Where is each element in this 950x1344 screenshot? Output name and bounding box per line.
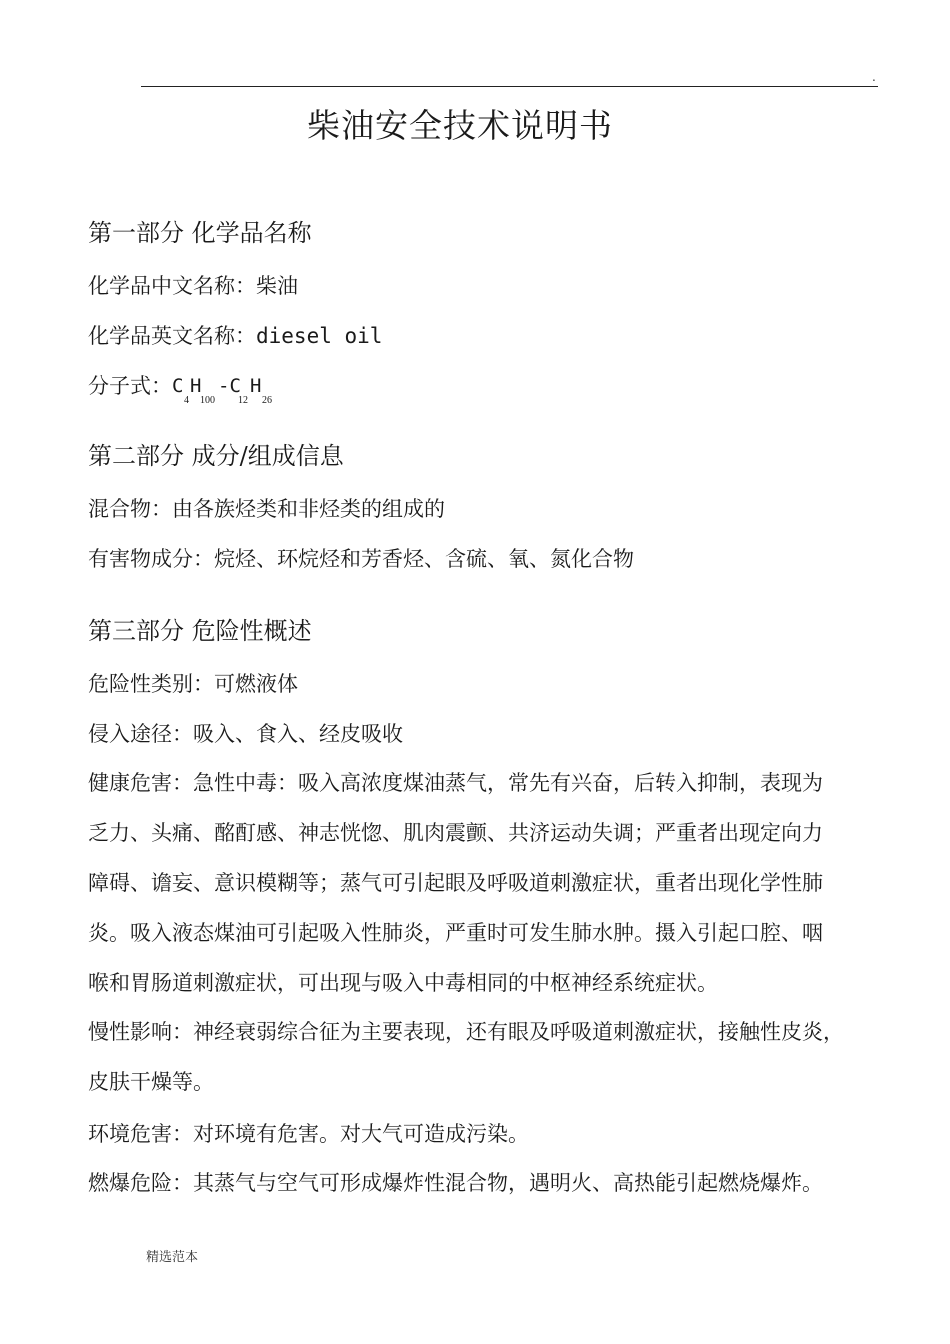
formula-subscript-2: 100 <box>200 395 215 406</box>
mixture-line: 混合物：由各族烃类和非烃类的组成的 <box>88 497 445 521</box>
health-hazard-line-2: 乏力、头痛、酩酊感、神志恍惚、肌肉震颤、共济运动失调；严重者出现定向力 <box>88 821 823 845</box>
formula-atom-c2: -C <box>218 375 241 397</box>
cn-name-value: 柴油 <box>256 274 298 298</box>
section-heading-part3: 第三部分 危险性概述 <box>88 617 312 645</box>
document-title: 柴油安全技术说明书 <box>307 106 613 145</box>
formula-subscript-3: 12 <box>238 395 248 406</box>
health-hazard-line-5: 喉和胃肠道刺激症状，可出现与吸入中毒相同的中枢神经系统症状。 <box>88 971 718 995</box>
formula-atom-h1: H <box>190 375 202 397</box>
environmental-hazard-line: 环境危害：对环境有危害。对大气可造成污染。 <box>88 1122 529 1146</box>
section-heading-part1: 第一部分 化学品名称 <box>88 219 312 247</box>
en-name-label: 化学品英文名称： <box>88 324 256 348</box>
formula-subscript-1: 4 <box>184 395 189 406</box>
formula-atom-c1: C <box>172 375 184 397</box>
header-mark: . <box>872 70 876 84</box>
formula-atom-h2: H <box>250 375 262 397</box>
en-name-value: diesel oil <box>256 324 383 348</box>
fire-explosion-hazard-line: 燃爆危险：其蒸气与空气可形成爆炸性混合物，遇明火、高热能引起燃烧爆炸。 <box>88 1171 823 1195</box>
health-hazard-line-4: 炎。吸入液态煤油可引起吸入性肺炎，严重时可发生肺水肿。摄入引起口腔、咽 <box>88 921 823 945</box>
hazard-category-line: 危险性类别：可燃液体 <box>88 672 298 696</box>
chronic-effect-line-1: 慢性影响：神经衰弱综合征为主要表现，还有眼及呼吸道刺激症状，接触性皮炎， <box>88 1020 844 1044</box>
health-hazard-line-1: 健康危害：急性中毒：吸入高浓度煤油蒸气，常先有兴奋，后转入抑制，表现为 <box>88 771 823 795</box>
formula-label: 分子式： <box>88 374 172 398</box>
formula-line <box>88 371 282 406</box>
exposure-route-line: 侵入途径：吸入、食入、经皮吸收 <box>88 722 403 746</box>
hazardous-components-line: 有害物成分：烷烃、环烷烃和芳香烃、含硫、氧、氮化合物 <box>88 547 634 571</box>
formula-subscript-4: 26 <box>262 395 272 406</box>
en-name-line <box>88 321 382 351</box>
page-footer: 精选范本 <box>146 1250 199 1265</box>
cn-name-line <box>88 271 298 301</box>
chronic-effect-line-2: 皮肤干燥等。 <box>88 1070 214 1094</box>
health-hazard-line-3: 障碍、谵妄、意识模糊等；蒸气可引起眼及呼吸道刺激症状，重者出现化学性肺 <box>88 871 823 895</box>
section-heading-part2: 第二部分 成分/组成信息 <box>88 442 344 470</box>
cn-name-label: 化学品中文名称： <box>88 274 256 298</box>
molecular-formula <box>172 371 282 406</box>
header-rule <box>141 86 878 87</box>
